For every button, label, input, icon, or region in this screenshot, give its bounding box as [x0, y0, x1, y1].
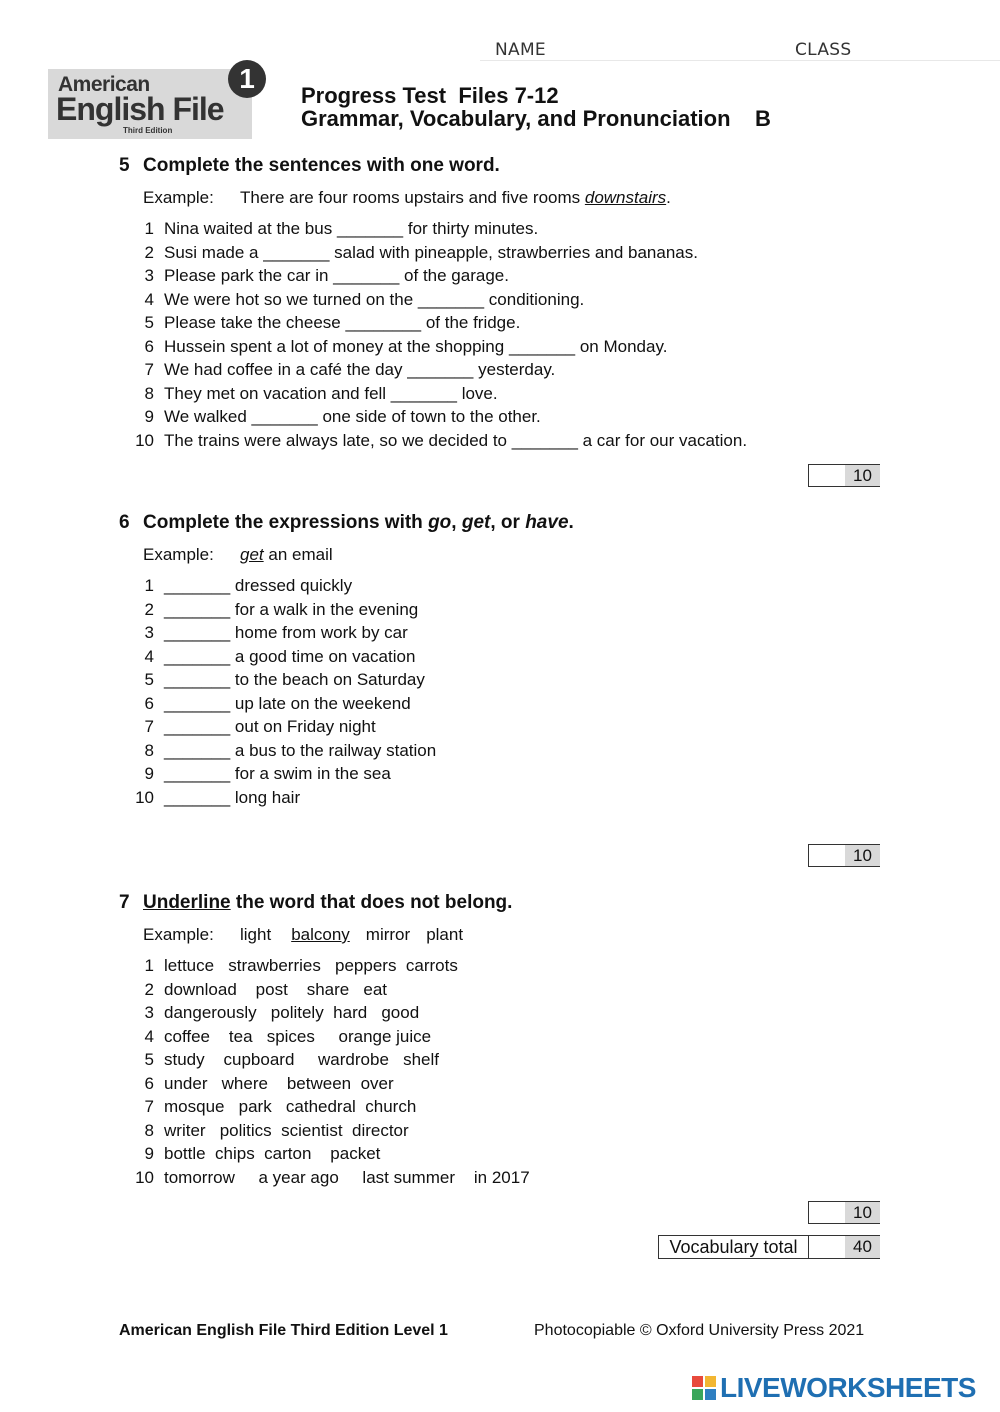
- item-text: _______ for a walk in the evening: [164, 599, 419, 619]
- item-number: 4: [144, 1026, 154, 1046]
- footer-copyright: Photocopiable © Oxford University Press 2021: [534, 1322, 865, 1339]
- logo-line1: American: [58, 73, 150, 96]
- item-number: 2: [144, 599, 154, 619]
- item-number: 6: [144, 693, 154, 713]
- item-text: Hussein spent a lot of money at the shopping _______ on Monday.: [164, 336, 668, 356]
- item-text: Nina waited at the bus _______ for thirty minutes.: [164, 219, 539, 238]
- logo: [48, 69, 252, 139]
- item-number: 10: [135, 787, 154, 807]
- item-text: We walked _______ one side of town to the other.: [164, 407, 541, 426]
- item-number: 6: [144, 1073, 154, 1093]
- item-text: _______ dressed quickly: [164, 576, 353, 595]
- item-text: They met on vacation and fell _______ love.: [164, 383, 498, 403]
- section-5-score-box: [808, 464, 880, 487]
- section-6-heading: [119, 512, 574, 534]
- score-input[interactable]: [809, 465, 846, 486]
- separator: , or: [490, 512, 526, 533]
- item-number: 9: [144, 407, 154, 426]
- item-number: 3: [144, 1003, 154, 1022]
- score-input[interactable]: [809, 1202, 846, 1223]
- example-answer: balcony: [291, 925, 350, 944]
- liveworksheets-icon: [692, 1376, 716, 1400]
- example-answer: downstairs: [584, 188, 667, 207]
- example-end: .: [666, 188, 671, 207]
- section-instruction: the word that does not belong.: [230, 892, 513, 913]
- item-text: download post share eat: [164, 979, 388, 999]
- example-word: plant: [426, 925, 464, 944]
- section-7-heading: [119, 892, 512, 914]
- section-number: 6: [119, 512, 130, 533]
- word-have: have: [525, 512, 569, 533]
- example-label: Example:: [143, 925, 214, 944]
- item-text: _______ to the beach on Saturday: [164, 670, 425, 689]
- item-number: 2: [144, 979, 154, 999]
- item-text: We had coffee in a café the day _______ yesterday.: [164, 360, 556, 379]
- item-text: _______ for a swim in the sea: [164, 764, 391, 783]
- item-number: 4: [144, 646, 154, 666]
- item-text: study cupboard wardrobe shelf: [164, 1050, 439, 1069]
- item-number: 3: [144, 623, 154, 642]
- item-text: _______ a bus to the railway station: [164, 740, 437, 760]
- item-number: 6: [144, 336, 154, 356]
- heading-end: .: [568, 512, 574, 533]
- example-text: an email: [263, 545, 333, 564]
- word-go: go: [428, 512, 452, 533]
- item-number: 8: [144, 1120, 154, 1140]
- item-number: 7: [144, 717, 154, 736]
- item-text: tomorrow a year ago last summer in 2017: [164, 1167, 530, 1187]
- example-label: Example:: [143, 188, 214, 207]
- example-word: light: [240, 925, 272, 944]
- item-text: _______ up late on the weekend: [164, 693, 411, 713]
- item-number: 1: [144, 956, 154, 975]
- item-number: 4: [144, 289, 154, 309]
- item-number: 2: [144, 242, 154, 262]
- name-label: NAME: [495, 40, 546, 60]
- score-max: 10: [845, 1202, 880, 1223]
- score-max: 10: [845, 845, 880, 866]
- item-text: _______ out on Friday night: [164, 717, 376, 736]
- item-number: 1: [144, 219, 154, 238]
- score-input[interactable]: [809, 845, 846, 866]
- item-text: The trains were always late, so we decided to _______ a car for our vacation.: [164, 430, 748, 450]
- section-6-example: [143, 545, 333, 565]
- item-text: mosque park cathedral church: [164, 1097, 417, 1116]
- item-text: coffee tea spices orange juice: [164, 1026, 432, 1046]
- section-7-score-box: [808, 1201, 880, 1224]
- example-text: There are four rooms upstairs and five rooms: [240, 188, 585, 207]
- item-number: 9: [144, 1144, 154, 1163]
- item-text: dangerously politely hard good: [164, 1003, 420, 1022]
- section-number: 7: [119, 892, 130, 913]
- item-number: 5: [144, 670, 154, 689]
- example-word: mirror: [365, 925, 411, 944]
- name-line: [480, 60, 1000, 61]
- vocabulary-total-label: Vocabulary total: [658, 1235, 809, 1259]
- item-number: 8: [144, 383, 154, 403]
- section-6-score-box: [808, 844, 880, 867]
- logo-level-badge: 1: [228, 60, 266, 98]
- item-number: 10: [135, 1167, 154, 1187]
- item-number: 5: [144, 1050, 154, 1069]
- logo-edition: Third Edition: [123, 126, 173, 135]
- example-answer: get: [240, 545, 264, 564]
- item-text: _______ a good time on vacation: [164, 646, 416, 666]
- separator: ,: [451, 512, 462, 533]
- item-text: Please park the car in _______ of the garage.: [164, 266, 509, 285]
- item-number: 7: [144, 1097, 154, 1116]
- test-title: Progress Test Files 7-12: [301, 83, 559, 108]
- section-number: 5: [119, 155, 130, 176]
- word-get: get: [461, 512, 491, 533]
- score-max: 10: [845, 465, 880, 486]
- footer-course: American English File Third Edition Level 1: [119, 1322, 448, 1339]
- item-text: _______ home from work by car: [164, 623, 408, 642]
- item-number: 1: [144, 576, 154, 595]
- instruction-underline: Underline: [143, 892, 231, 913]
- item-text: _______ long hair: [164, 787, 301, 807]
- item-number: 5: [144, 313, 154, 332]
- liveworksheets-text: LIVEWORKSHEETS: [720, 1372, 976, 1403]
- score-input[interactable]: [809, 1236, 846, 1258]
- vocabulary-total-score-box: [808, 1235, 880, 1259]
- section-5-example: [143, 188, 671, 208]
- item-number: 9: [144, 764, 154, 783]
- item-number: 8: [144, 740, 154, 760]
- item-text: We were hot so we turned on the _______ conditioning.: [164, 289, 585, 309]
- item-text: Susi made a _______ salad with pineapple, strawberries and bananas.: [164, 242, 698, 262]
- class-label: CLASS: [795, 40, 852, 60]
- example-label: Example:: [143, 545, 214, 564]
- item-number: 7: [144, 360, 154, 379]
- item-text: writer politics scientist director: [164, 1120, 409, 1140]
- section-5-heading: [119, 155, 500, 177]
- item-text: lettuce strawberries peppers carrots: [164, 956, 458, 975]
- item-number: 3: [144, 266, 154, 285]
- vocabulary-total-max: 40: [845, 1236, 880, 1258]
- item-text: Please take the cheese ________ of the fridge.: [164, 313, 521, 332]
- section-instruction: Complete the expressions with: [143, 512, 429, 533]
- item-number: 10: [135, 430, 154, 450]
- section-7-example: [143, 925, 463, 945]
- test-subtitle: Grammar, Vocabulary, and Pronunciation B: [301, 106, 771, 131]
- section-instruction: Complete the sentences with one word.: [143, 155, 500, 176]
- logo-line2: English File: [56, 91, 224, 127]
- item-text: under where between over: [164, 1073, 394, 1093]
- item-text: bottle chips carton packet: [164, 1144, 381, 1163]
